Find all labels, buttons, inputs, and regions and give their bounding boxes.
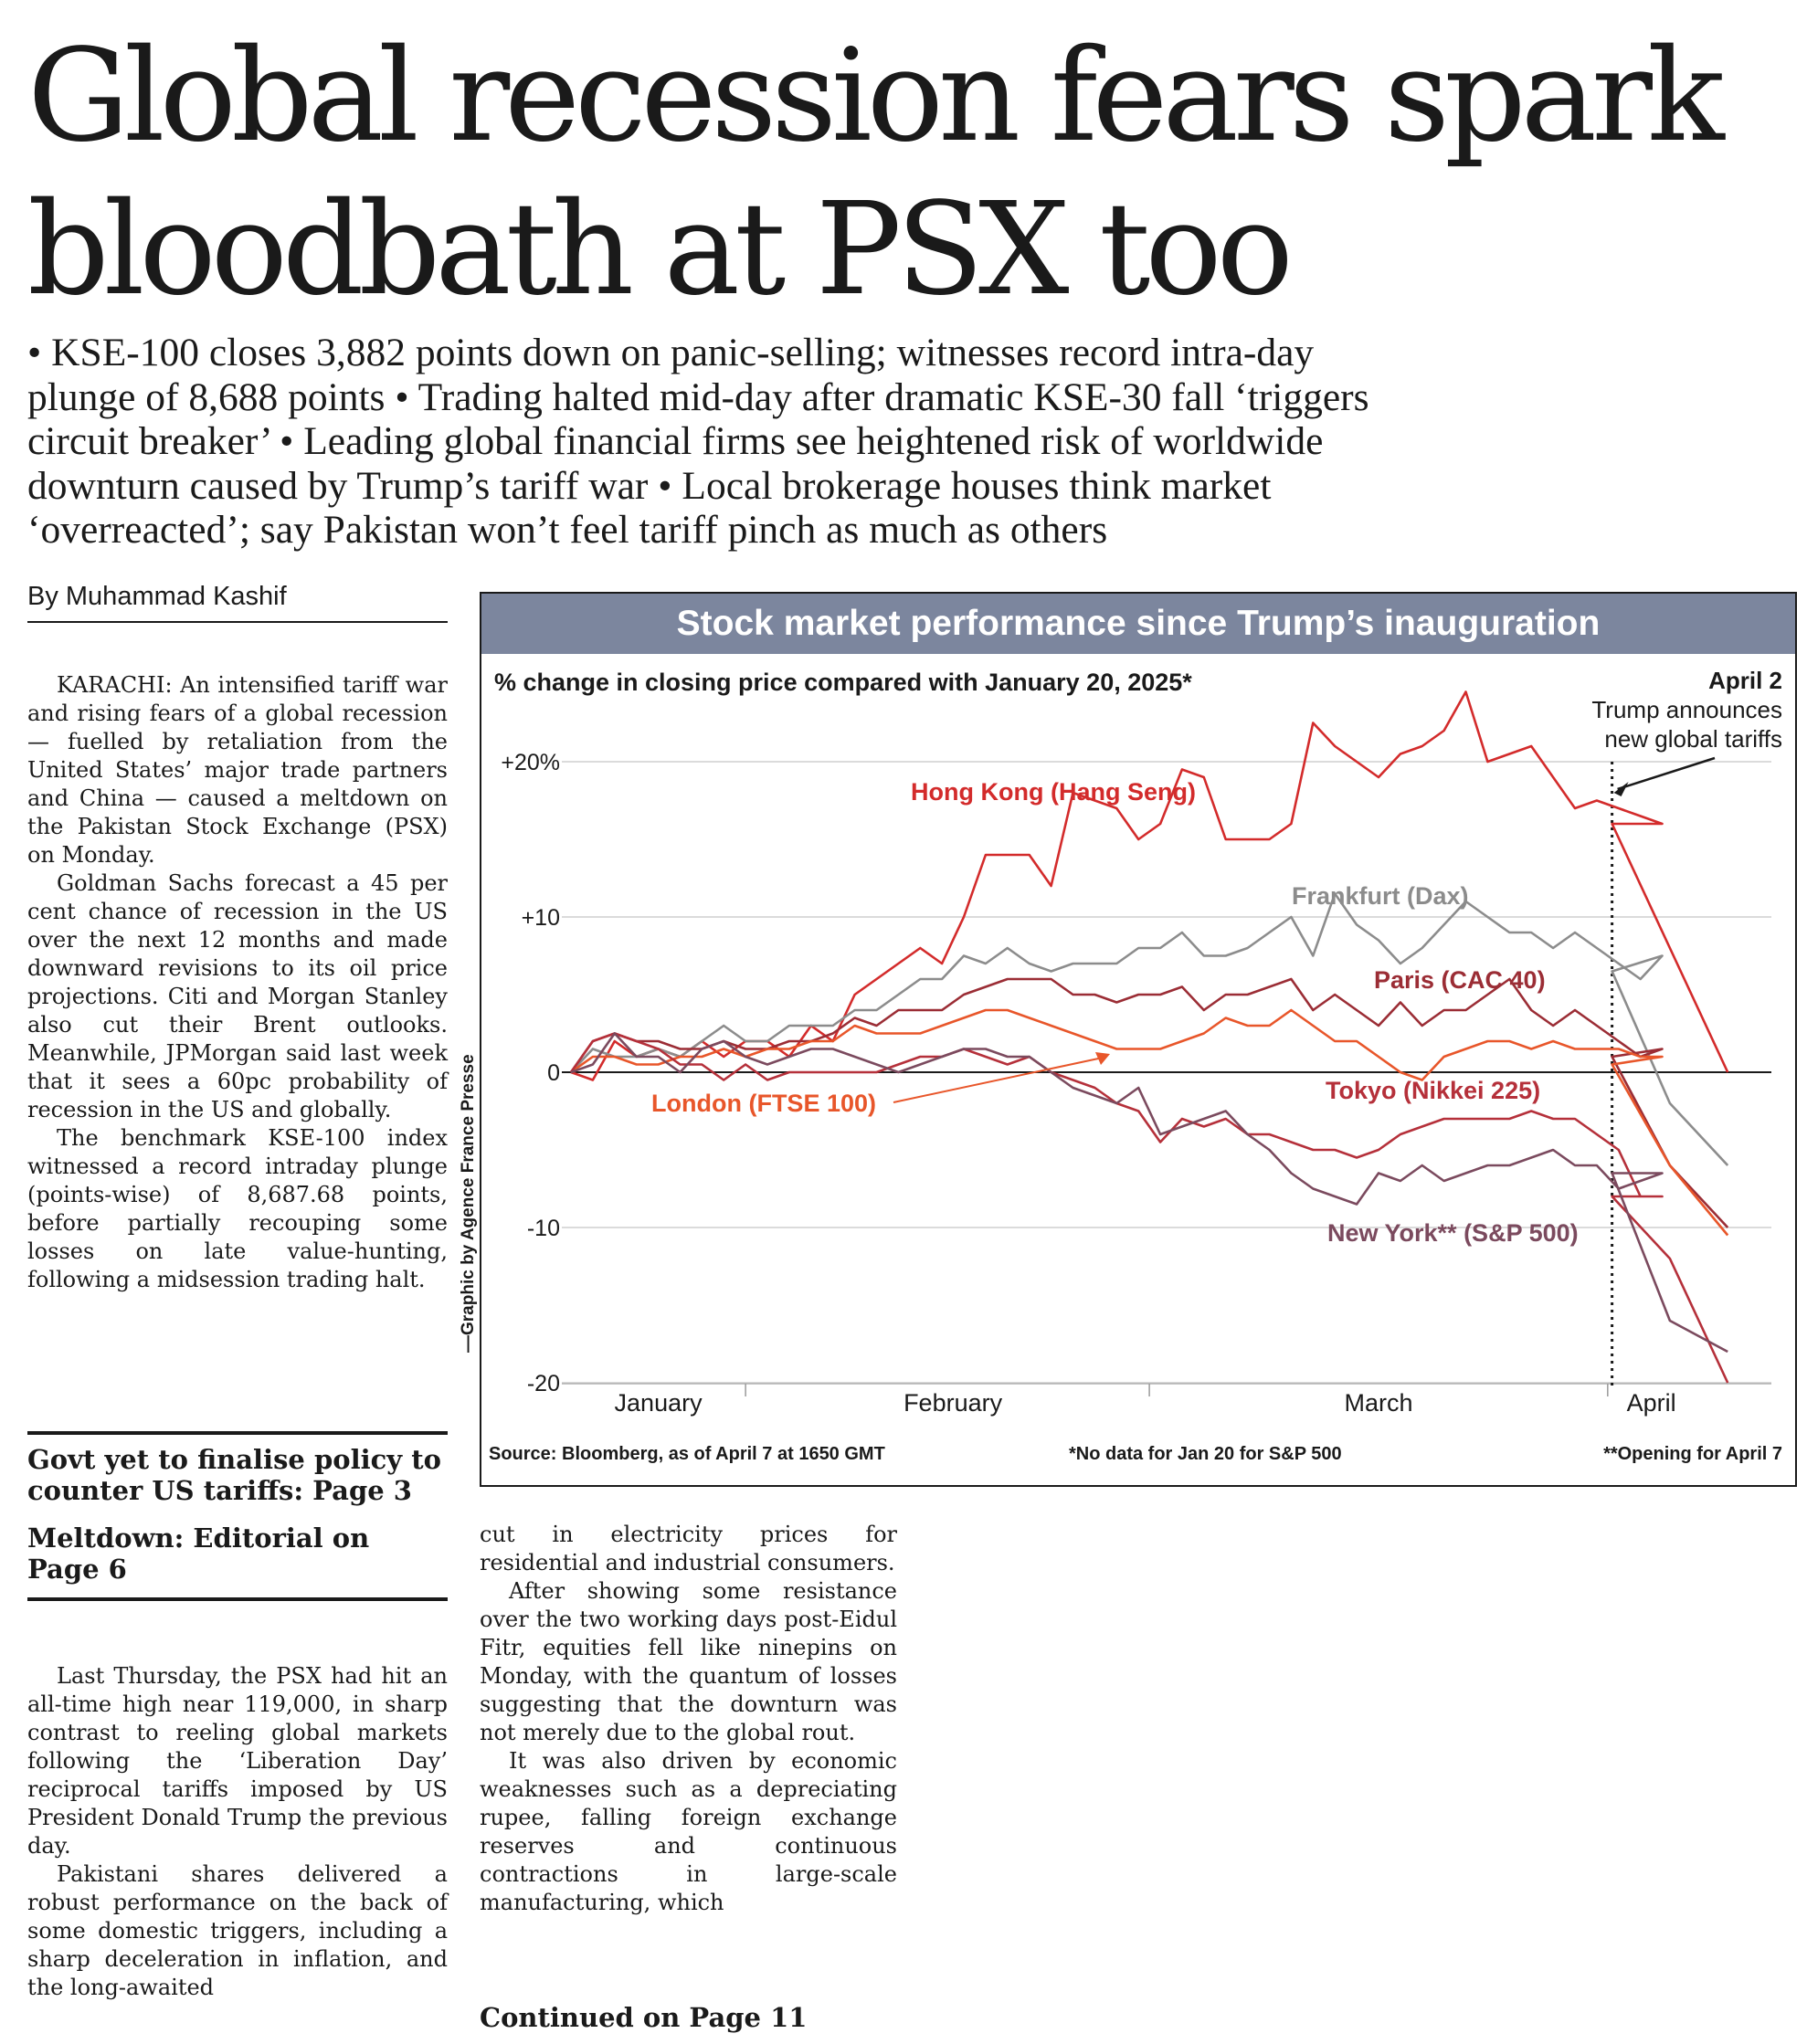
headline [27, 20, 1791, 327]
series-label: Hong Kong (Hang Seng) [911, 778, 1196, 806]
annotation-text: Trump announces [1591, 696, 1782, 723]
story-paragraph: It was also driven by economic weaknesses such as a depreciating rupee, falling foreign exchange reserves and continuous contractions in large-scale manufacturing, which [480, 1748, 897, 1915]
story-paragraph: KARACHI: An intensified tariff war and rising fears of a global recession — fuelled by retaliation from the United States’ major trade partners and China — caused a meltdown on the Pakistan Stock Exchange (PSX) on Monday. [27, 672, 448, 868]
series-label: Frankfurt (Dax) [1292, 882, 1469, 910]
story-column-1 [27, 671, 448, 1294]
story-column-1-continued [27, 1662, 448, 2002]
x-month-label: January [614, 1389, 703, 1417]
series-line [571, 692, 1728, 1080]
story-column-2 [480, 1521, 897, 1917]
headline-line-1: Global recession fears spark [27, 22, 1719, 171]
chart-subtitle: % change in closing price compared with January 20, 2025* [494, 669, 1192, 696]
annotation-text: new global tariffs [1604, 725, 1782, 753]
deck-line: plunge of 8,688 points • Trading halted mid-day after dramatic KSE-30 fall ‘triggers [27, 374, 1369, 419]
continued-link[interactable]: Continued on Page 11 [480, 2002, 808, 2033]
story-paragraph: Goldman Sachs forecast a 45 per cent chance of recession in the US over the next 12 months and made downward revisions to its oil price projections. Citi and Morgan Stanley also cut their Brent outlooks. Meanwhile, JPMorgan said last week that it sees a 60pc probability of recession in the US and globally. [27, 870, 448, 1122]
story-paragraph: Pakistani shares delivered a robust performance on the back of some domestic triggers, including a sharp deceleration in inflation, and the long-awaited [27, 1861, 448, 2000]
related-story-link[interactable]: Govt yet to finalise policy to counter US tariffs: Page 3 [27, 1444, 441, 1506]
story-paragraph: Last Thursday, the PSX had hit an all-time high near 119,000, in sharp contrast to reeling global markets following the ‘Liberation Day’ reciprocal tariffs imposed by US President Donald Trump the previous day. [27, 1663, 448, 1859]
series-label: Paris (CAC 40) [1374, 966, 1546, 994]
related-stories-box [27, 1431, 448, 1601]
chart-note: **Opening for April 7 [1603, 1444, 1782, 1464]
deck-line: • KSE-100 closes 3,882 points down on panic-selling; witnesses record intra-day [27, 331, 1315, 374]
annotation-title: April 2 [1708, 667, 1782, 694]
story-paragraph: cut in electricity prices for residential and industrial consumers. [480, 1522, 897, 1575]
story-paragraph: After showing some resistance over the two working days post-Eidul Fitr, equities fell like ninepins on Monday, with the quantum of losses suggesting that the downturn was not merely due to the global rout. [480, 1578, 897, 1745]
deck-summary [27, 331, 1791, 553]
related-story-link[interactable]: Meltdown: Editorial on Page 6 [27, 1522, 370, 1585]
story-paragraph: The benchmark KSE-100 index witnessed a record intraday plunge (points-wise) of 8,687.68 points, before partially recouping some losses on late value-hunting, following a midsession trading halt. [27, 1125, 448, 1292]
stock-chart [480, 592, 1797, 1487]
series-line [571, 1034, 1728, 1353]
series-label: New York** (S&P 500) [1327, 1219, 1579, 1247]
annotation-arrow-head [1614, 782, 1629, 796]
y-tick-label: -10 [526, 1216, 560, 1241]
y-tick-label: +20% [501, 750, 560, 775]
series-line [571, 1034, 1728, 1384]
y-tick-label: 0 [547, 1060, 560, 1086]
deck-line: downturn caused by Trump’s tariff war • Local brokerage houses think market [27, 463, 1272, 508]
headline-line-2: bloodbath at PSX too [27, 175, 1288, 324]
chart-gridlines [562, 762, 1771, 1396]
x-month-label: April [1626, 1389, 1676, 1417]
chart-title: Stock market performance since Trump’s inauguration [481, 594, 1795, 654]
byline: By Muhammad Kashif [27, 577, 448, 623]
chart-plot [481, 594, 1795, 1485]
x-month-label: March [1344, 1389, 1413, 1417]
graphic-credit-text: —Graphic by Agence France Presse [459, 1054, 478, 1353]
series-line [571, 1010, 1728, 1236]
y-tick-label: -20 [526, 1371, 560, 1396]
deck-line: circuit breaker’ • Leading global financial firms see heightened risk of worldwide [27, 419, 1324, 463]
series-label: London (FTSE 100) [651, 1090, 876, 1117]
x-month-label: February [904, 1389, 1003, 1417]
chart-source: Source: Bloomberg, as of April 7 at 1650 GMT [489, 1444, 885, 1464]
deck-line: ‘overreacted’; say Pakistan won’t feel tariff pinch as much as others [27, 508, 1108, 552]
series-label: Tokyo (Nikkei 225) [1326, 1077, 1541, 1104]
y-tick-label: +10 [521, 905, 560, 931]
chart-note: *No data for Jan 20 for S&P 500 [1069, 1444, 1342, 1464]
annotation-arrow [1618, 758, 1715, 789]
